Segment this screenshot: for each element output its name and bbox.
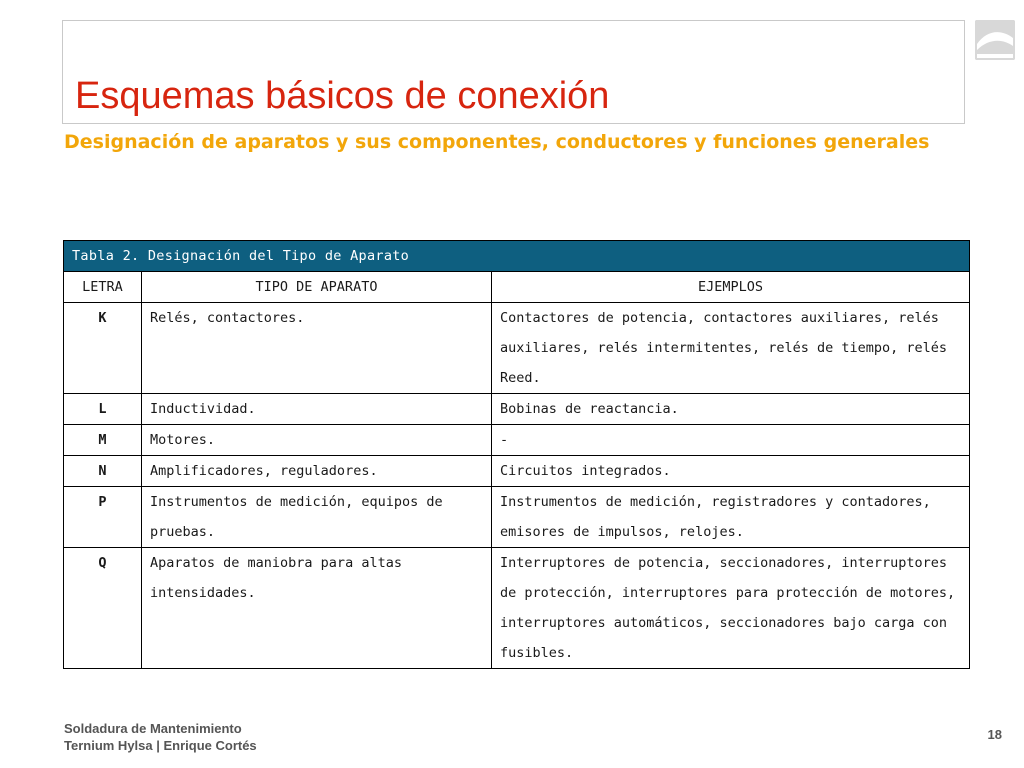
row-ejemplos: Interruptores de potencia, seccionadores, interruptores de protección, interruptores para protección de motores, interruptores automáticos, seccionadores bajo carga con fusibles. [492,548,970,669]
ternium-logo-icon [975,20,1015,60]
row-ejemplos: Contactores de potencia, contactores auxiliares, relés auxiliares, relés intermitentes, relés de tiempo, relés Reed. [492,303,970,394]
row-letra: N [64,456,142,487]
row-tipo: Aparatos de maniobra para altas intensidades. [142,548,492,669]
table-caption-row [64,241,970,272]
row-letra: P [64,487,142,548]
row-ejemplos: Instrumentos de medición, registradores y contadores, emisores de impulsos, relojes. [492,487,970,548]
designation-table [63,240,970,669]
row-tipo: Instrumentos de medición, equipos de pruebas. [142,487,492,548]
slide-title: Esquemas básicos de conexión [75,75,610,117]
table-row [64,425,970,456]
row-tipo: Amplificadores, reguladores. [142,456,492,487]
row-letra: M [64,425,142,456]
header-ejemplos: EJEMPLOS [492,272,970,303]
row-letra: Q [64,548,142,669]
page-number: 18 [987,727,1002,742]
table-header-row [64,272,970,303]
row-tipo: Motores. [142,425,492,456]
footer-course: Soldadura de Mantenimiento [64,721,242,736]
footer-author: Ternium Hylsa | Enrique Cortés [64,738,257,753]
table-row [64,394,970,425]
table-row [64,303,970,394]
table-row [64,456,970,487]
table-row [64,487,970,548]
row-ejemplos: Bobinas de reactancia. [492,394,970,425]
row-tipo: Inductividad. [142,394,492,425]
slide-subtitle: Designación de aparatos y sus componentes, conductores y funciones generales [64,131,930,153]
table-row [64,548,970,669]
title-box [62,20,965,124]
footer-credits [64,720,257,754]
row-ejemplos: Circuitos integrados. [492,456,970,487]
row-tipo: Relés, contactores. [142,303,492,394]
header-letra: LETRA [64,272,142,303]
row-letra: L [64,394,142,425]
header-tipo: TIPO DE APARATO [142,272,492,303]
row-letra: K [64,303,142,394]
row-ejemplos: - [492,425,970,456]
table-caption: Tabla 2. Designación del Tipo de Aparato [64,241,970,272]
